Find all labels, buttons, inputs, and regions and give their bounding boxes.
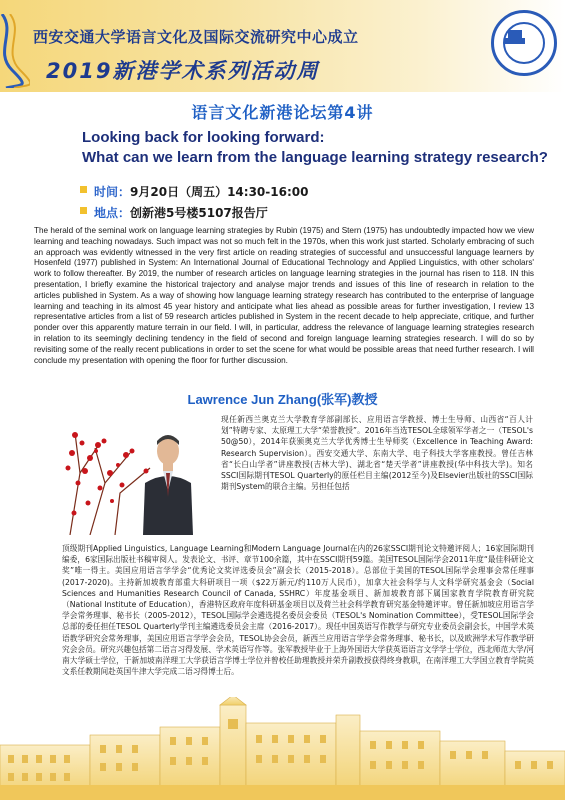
time-label: 时间： [94,185,131,199]
event-header-banner [0,0,565,92]
speaker-photo [60,413,208,535]
bullet-icon [80,186,87,193]
speaker-bio-part2: 顶级期刊Applied Linguistics, Language Learning和Modern Language Journal在内的26家SSCI期刊论文特邀评阅人；16家国际期刊编委，6家国际出版社书稿审阅人。发表论文、书评、章节100余篇，其中在SSCI期刊59篇。美国TESOL国际学会2011年度“最佳科研论文奖”唯一得主。美国应用语言学学会“优秀论文奖评选委员会”副会长（2015-2018）。总部位于美国的TESOL国际学会理事会常任理事(2017-2020)。主持新加坡教育部重大科研项目一项（$22万新元/约110万人民币），加拿大社会科学与人文科学研究基金会（Social Sciences and Humanities Research Council of Canada, SSHRC）年度基金项目、新加坡教育部下属国家教育学院教育研究院（National Institute of Education），香港特区政府年度科研基金项目以及荷兰社会科学教育研究基金特邀评审。曾任新加坡应用语言学学会常务理事、秘书长（2005-2012），TESOL国际学会遴选提名委员会委员（TESOL's Nomination Committee），受TESOL国际学会总部的委任担任TESOL Quarterly学刊主编遴选委员会主席（2016-2017）。现任中国英语写作教学与研究专业委员会副会长，中国学术英语教学研究会常务理事，美国应用语言学学会会员，TESOL协会会员，新西兰应用语言学学会常务理事、秘书长，以及欧洲学术写作教学研究会会员。研究兴趣包括第二语言习得发展、学术英语写作等。张军教授毕业于上海外国语大学获英语语言文学学士学位，西北师范大学/河南大学硕士学位，于新加坡南洋理工大学获语言学博士学位并曾校任助理教授并荣升副教授获得终身教职，在南洋理工大学国立教育学院英文系任教期间赴英国牛津大学完成二语习得博士后。 [62,544,534,677]
forum-title: 语言文化新港论坛第4讲 [191,103,374,122]
location-value: 创新港5号楼5107报告厅 [130,206,268,220]
center-founding-heading: 西安交通大学语言文化及国际交流研究中心成立 [33,28,359,46]
location-row [94,204,268,221]
talk-title-line2: What can we learn from the language learning strategy research? [82,149,548,166]
time-value: 9月20日（周五）14:30-16:00 [130,185,309,199]
university-seal-logo [491,10,557,76]
location-label: 地点： [94,206,131,220]
speaker-portrait [141,427,195,535]
bullet-icon [80,207,87,214]
campus-building-illustration [0,697,565,800]
abstract-text: The herald of the seminal work on language learning strategies by Rubin (1975) and Stern (1975) has undoubtedly impacted how we view learning and teaching nowadays. Such impact was not so much felt in the 1970s, when this work just started. Scholarly embracing of such an approach was evidently witnessed in the very first article on reading strategies of successful and unsuccessful language learners by Hosenfeld (1977) published in System: An International Journal of Educational Technology and Applied Linguistics, with other scholars' work to follow thereafter. By 2019, the number of research articles on language learning strategies in the journal has risen to 118. IN this presentation, I briefly examine the historical trajectory and analyse major trends and issues of this line of research in relation to the articles published in System. As a way of showing how language learning strategy research has contributed to the enterprise of language learning and teaching in its almost 45 year history and anticipate what lies ahead as possible areas for further investigation, I review 13 representative articles from a list of 59 research articles published in System in the recent decade to help appreciate, critique, and further ponder over this apparently mature terrain in our field. I will, in particular, address the relevance of language learning strategies research in relation to its seemingly declining tendency in the field of second and foreign language learning strategies research. I will do so by revisiting some of the really recent publications in order to set the scene for what would be possible areas that need further research. I will conclude my presentation with opening the floor for further discussion. [34,226,534,365]
activity-week-heading: 2019新港学术系列活动周 [46,59,320,83]
time-row [94,183,308,200]
talk-title-line1: Looking back for looking forward: [82,129,325,146]
talk-title [82,128,552,168]
speaker-name: Lawrence Jun Zhang(张军)教授 [187,392,378,407]
speaker-bio-part1: 现任新西兰奥克兰大学教育学部副部长、应用语言学教授、博士生导师、山西省“百人计划”特聘专家、太原理工大学“荣誉教授”。2016年当选TESOL全球领军学者之一（TESOL's 50@50），2014年获颁奥克兰大学优秀博士生导师奖（Excellence in Teaching Award: Research Supervision）。西安交通大学、东南大学、电子科技大学客座教授。曾任吉林省“长白山学者”讲座教授(吉林大学)、湖北省“楚天学者”讲座教授(华中科技大学)。知名SSCI国际期刊TESOL Quarterly的原任栏目主编(2012至今)及Elsevier出版社的SSCI国际期刊System的联合主编。另担任包括 [221,415,533,492]
wave-decoration [0,14,30,88]
